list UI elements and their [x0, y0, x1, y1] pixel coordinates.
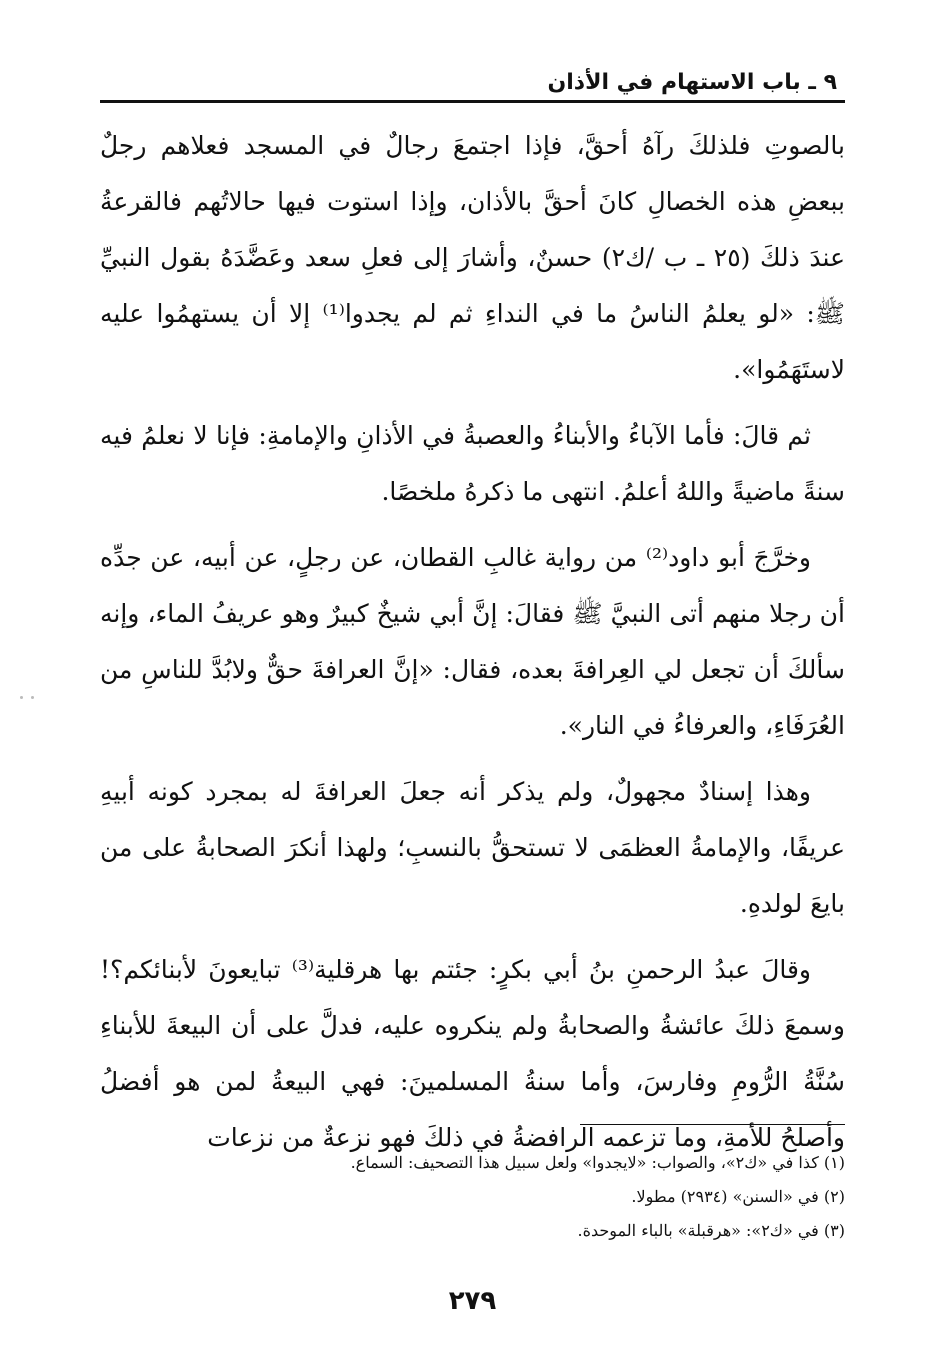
main-text: [100, 118, 845, 1176]
chapter-header: ٩ ـ باب الاستهام في الأذان: [547, 70, 837, 95]
footnote-3: (٣) في «ك٢»: «هرقبلة» بالباء الموحدة.: [577, 1221, 845, 1240]
footnote-divider: [580, 1124, 845, 1125]
footnote-2: (٢) في «السنن» (٢٩٣٤) مطولا.: [631, 1187, 845, 1206]
page-number: ٢٧٩: [448, 1286, 497, 1316]
footnote-1: (١) كذا في «ك٢»، والصواب: «لايجدوا» ولعل سبيل هذا التصحيف: السماع.: [350, 1153, 845, 1172]
paragraph-3: وخرَّجَ أبو داود⁽²⁾ من رواية غالبِ القطان، عن رجلٍ، عن أبيه، عن جدِّه أن رجلا منهم أتى النبيَّ ﷺ فقالَ: إنَّ أبي شيخٌ كبيرٌ وهو عريفُ الماء، وإنه سألكَ أن تجعل لي العِرافةَ بعده، فقال: «إنَّ العرافةَ حقٌّ ولابُدَّ للناسِ من العُرَفَاءِ، والعرفاءُ في النار».: [100, 543, 845, 740]
scan-speck: [20, 684, 46, 690]
paragraph-4: وهذا إسنادٌ مجهولٌ، ولم يذكر أنه جعلَ العرافةَ له بمجرد كونه أبيهِ عريفًا، والإمامةُ العظمَى لا تستحقُّ بالنسبِ؛ ولهذا أنكرَ الصحابةُ على من بايعَ لولدهِ.: [100, 777, 845, 918]
paragraph-1: بالصوتِ فلذلكَ رآهُ أحقَّ، فإذا اجتمعَ رجالٌ في المسجد فعلاهم رجلٌ ببعضِ هذه الخصالِ كانَ أحقَّ بالأذان، وإذا استوت فيها حالاتُهم فالقرعةُ عندَ ذلكَ (٢٥ ـ ب /ك٢) حسنٌ، وأشارَ إلى فعلِ سعد وعَضَّدَهُ بقول النبيِّ ﷺ: «لو يعلمُ الناسُ ما في النداءِ ثم لم يجدوا⁽¹⁾ إلا أن يستهمُوا عليه لاستَهَمُوا».: [100, 131, 846, 384]
paragraph-5: وقالَ عبدُ الرحمنِ بنُ أبي بكرٍ: جئتم بها هرقلية⁽³⁾ تبايعونَ لأبنائكم؟! وسمعَ ذلكَ عائشةُ والصحابةُ ولم ينكروه عليه، فدلَّ على أن البيعةَ للأبناءِ سُنَّةُ الرُّومِ وفارسَ، وأما سنةُ المسلمينَ: فهي البيعةُ لمن هو أفضلُ وأصلحُ للأمةِ، وما تزعمه الرافضةُ في ذلكَ فهو نزعةٌ من نزعات: [100, 955, 845, 1152]
header-divider: [100, 100, 845, 103]
footnotes: [100, 1146, 845, 1248]
paragraph-2: ثم قالَ: فأما الآباءُ والأبناءُ والعصبةُ في الأذانِ والإمامةِ: فإنا لا نعلمُ فيه سنةً ماضيةً واللهُ أعلمُ. انتهى ما ذكرهُ ملخصًا.: [100, 421, 845, 506]
